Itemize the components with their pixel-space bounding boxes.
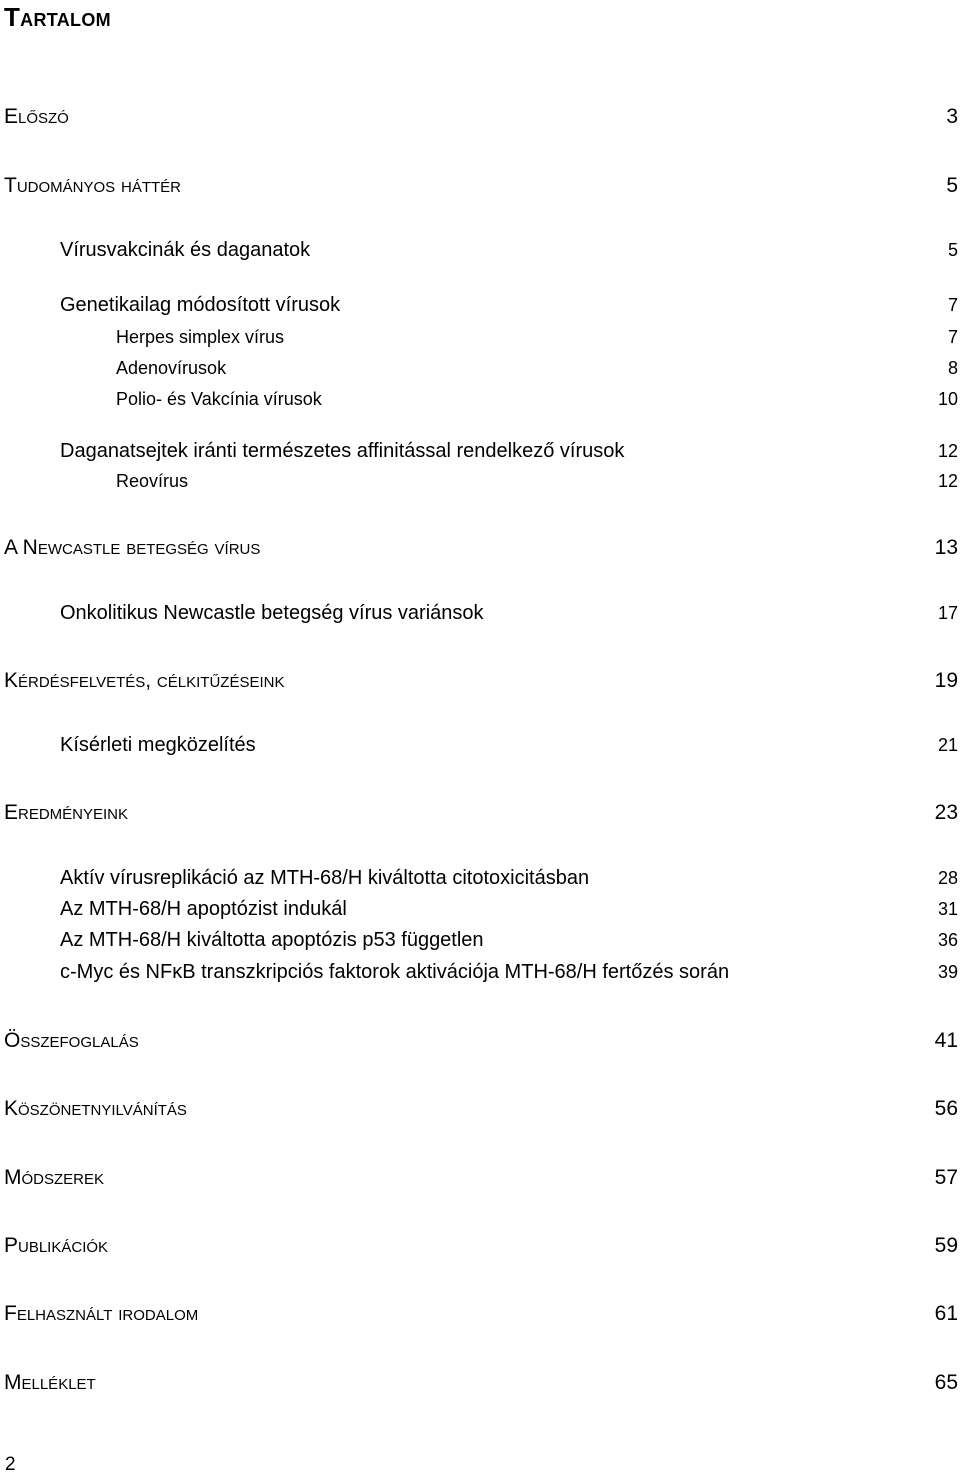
toc-entry-onkolitikus[interactable] [0, 600, 960, 626]
toc-entry-label: Eredményeink [4, 801, 129, 824]
toc-entry-label: Daganatsejtek iránti természetes affinitással rendelkező vírusok [60, 440, 625, 462]
toc-entry-label: Polio- és Vakcínia vírusok [116, 389, 322, 409]
toc-entry-label: Reovírus [116, 471, 189, 491]
toc-entry-page: 3 [946, 105, 958, 128]
toc-entry-page: 39 [937, 962, 958, 982]
toc-entry-virusvakcinak[interactable] [0, 237, 960, 263]
toc-entry-page: 12 [937, 441, 958, 461]
page-number: 2 [5, 1454, 16, 1475]
toc-entry-label: Kérdésfelvetés, célkitűzéseink [4, 669, 285, 692]
toc-entry-koszonetnyilvanitas[interactable] [0, 1096, 960, 1122]
toc-entry-page: 7 [947, 327, 958, 347]
toc-entry-label: Az MTH-68/H kiváltotta apoptózis p53 független [60, 929, 484, 951]
toc-entry-label: Köszönetnyilvánítás [4, 1097, 187, 1120]
toc-entry-label: Módszerek [4, 1166, 105, 1189]
toc-entry-page: 13 [934, 536, 958, 559]
toc-entry-label: Herpes simplex vírus [116, 327, 285, 347]
toc-entry-modszerek[interactable] [0, 1165, 960, 1191]
toc-entry-herpes[interactable] [0, 324, 960, 350]
toc-entry-page: 17 [937, 603, 958, 623]
toc-entry-label: Genetikailag módosított vírusok [60, 294, 341, 316]
toc-entry-tudomanyos-hatter[interactable] [0, 173, 960, 199]
toc-entry-label: Publikációk [4, 1234, 109, 1257]
toc-entry-page: 61 [934, 1302, 958, 1325]
toc-entry-label: Az MTH-68/H apoptózist indukál [60, 898, 347, 920]
toc-entry-eloszo[interactable] [0, 104, 960, 130]
toc-entry-page: 21 [937, 735, 958, 755]
toc-entry-page: 8 [947, 358, 958, 378]
toc-entry-p53-fuggetlen[interactable] [0, 927, 960, 953]
toc-entry-page: 28 [937, 868, 958, 888]
toc-entry-page: 12 [937, 471, 958, 491]
toc-entry-page: 36 [937, 930, 958, 950]
toc-entry-reovirus[interactable] [0, 468, 960, 494]
toc-entry-eredmenyeink[interactable] [0, 800, 960, 826]
toc-entry-label: Előszó [4, 105, 69, 128]
toc-entry-page: 31 [937, 899, 958, 919]
toc-entry-label: c-Myc és NFκB transzkripciós faktorok aktivációja MTH-68/H fertőzés során [60, 961, 730, 983]
toc-entry-label: Vírusvakcinák és daganatok [60, 239, 311, 261]
toc-entry-page: 59 [934, 1234, 958, 1257]
toc-entry-label: Onkolitikus Newcastle betegség vírus variánsok [60, 602, 484, 624]
toc-entry-page: 23 [934, 801, 958, 824]
toc-entry-newcastle[interactable] [0, 535, 960, 561]
toc-entry-label: Kísérleti megközelítés [60, 734, 256, 756]
toc-entry-genetikailag[interactable] [0, 292, 960, 318]
toc-entry-page: 65 [934, 1371, 958, 1394]
toc-entry-page: 5 [946, 174, 958, 197]
toc-entry-kerdesfelvetes[interactable] [0, 668, 960, 694]
toc-entry-cmyc-nfkb[interactable] [0, 959, 960, 985]
toc-entry-adenovirusok[interactable] [0, 355, 960, 381]
toc-entry-page: 19 [934, 669, 958, 692]
toc-entry-label: Adenovírusok [116, 358, 227, 378]
toc-entry-page: 7 [947, 295, 958, 315]
toc-entry-melleklet[interactable] [0, 1370, 960, 1396]
toc-entry-page: 56 [934, 1097, 958, 1120]
toc-entry-page: 5 [947, 240, 958, 260]
toc-entry-page: 41 [934, 1029, 958, 1052]
toc-entry-label: Összefoglalás [4, 1029, 139, 1052]
toc-entry-label: Felhasznált irodalom [4, 1302, 199, 1325]
toc-entry-aktiv-virusreplikacio[interactable] [0, 865, 960, 891]
toc-entry-publikaciok[interactable] [0, 1233, 960, 1259]
toc-entry-label: A Newcastle betegség vírus [4, 536, 261, 559]
toc-entry-osszefoglalas[interactable] [0, 1028, 960, 1054]
toc-entry-page: 57 [934, 1166, 958, 1189]
toc-entry-apoptozist-indukal[interactable] [0, 896, 960, 922]
toc-entry-daganatsejtek[interactable] [0, 438, 960, 464]
toc-entry-label: Melléklet [4, 1371, 96, 1394]
toc-entry-label: Aktív vírusreplikáció az MTH-68/H kiváltotta citotoxicitásban [60, 867, 590, 889]
toc-entry-page: 10 [937, 389, 958, 409]
toc-entry-label: Tudományos háttér [4, 174, 182, 197]
toc-entry-felhasznalt-irodalom[interactable] [0, 1301, 960, 1327]
toc-entry-kiserleti[interactable] [0, 732, 960, 758]
page-title: Tartalom [4, 2, 111, 32]
toc-entry-polio[interactable] [0, 386, 960, 412]
